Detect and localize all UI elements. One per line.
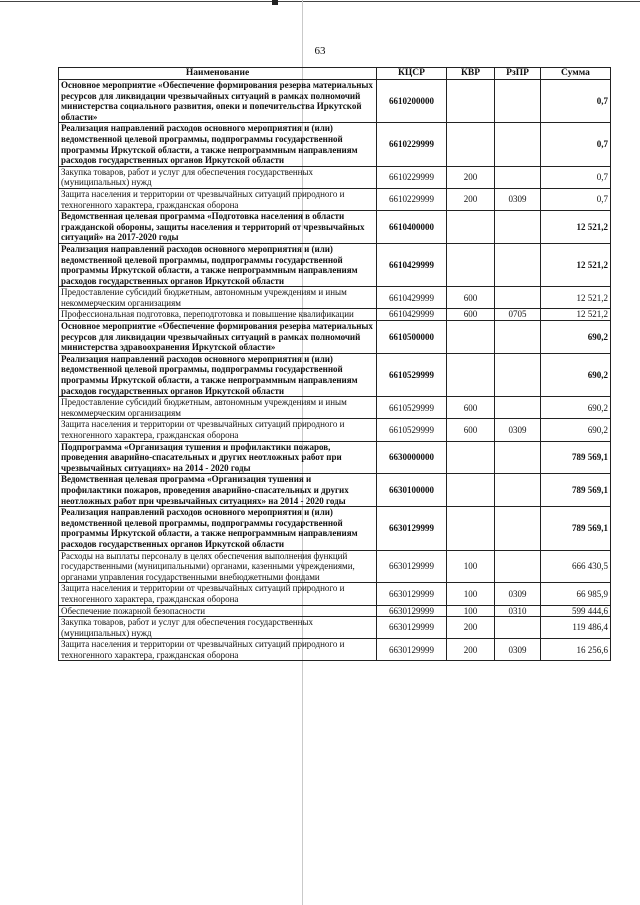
cell-sum: 0,7 — [541, 166, 611, 188]
cell-name: Защита населения и территории от чрезвычайных ситуаций природного и техногенного характера, гражданская оборона — [59, 639, 377, 661]
cell-kvr: 200 — [447, 617, 495, 639]
cell-rzpr — [495, 321, 541, 354]
cell-kvr: 200 — [447, 166, 495, 188]
cell-name: Предоставление субсидий бюджетным, автономным учреждениям и иным некоммерческим организациям — [59, 397, 377, 419]
cell-name: Ведомственная целевая программа «Подготовка населения в области гражданской обороны, защиты населения и территорий от чрезвычайных ситуаций» на 2017-2020 годы — [59, 211, 377, 244]
cell-name: Защита населения и территории от чрезвычайных ситуаций природного и техногенного характера, гражданская оборона — [59, 583, 377, 605]
cell-rzpr — [495, 166, 541, 188]
cell-kvr: 100 — [447, 550, 495, 583]
cell-name: Закупка товаров, работ и услуг для обеспечения государственных (муниципальных) нужд — [59, 617, 377, 639]
header-name: Наименование — [59, 68, 377, 80]
cell-kcsr: 6630129999 — [377, 617, 447, 639]
cell-rzpr: 0309 — [495, 639, 541, 661]
table-row — [59, 583, 611, 605]
cell-kcsr: 6610229999 — [377, 166, 447, 188]
cell-rzpr — [495, 211, 541, 244]
cell-rzpr — [495, 617, 541, 639]
cell-kvr — [447, 321, 495, 354]
table-row — [59, 550, 611, 583]
table-row — [59, 419, 611, 441]
cell-kcsr: 6630000000 — [377, 441, 447, 474]
cell-name: Реализация направлений расходов основного мероприятия и (или) ведомственной целевой программы, подпрограммы государственной программы Иркутской области, а также непрограммным направлениям расходов государственных органов Иркутской области — [59, 243, 377, 286]
cell-rzpr: 0309 — [495, 419, 541, 441]
cell-name: Реализация направлений расходов основного мероприятия и (или) ведомственной целевой программы, подпрограммы государственной программы Иркутской области, а также непрограммным направлениям расходов государственных органов Иркутской области — [59, 507, 377, 550]
table-row — [59, 321, 611, 354]
cell-kvr — [447, 80, 495, 123]
cell-kcsr: 6630129999 — [377, 507, 447, 550]
table-row — [59, 397, 611, 419]
cell-kcsr: 6610200000 — [377, 80, 447, 123]
table-row — [59, 309, 611, 321]
cell-kcsr: 6610229999 — [377, 123, 447, 166]
cell-kcsr: 6610500000 — [377, 321, 447, 354]
cell-sum: 666 430,5 — [541, 550, 611, 583]
cell-sum: 789 569,1 — [541, 441, 611, 474]
cell-kcsr: 6630129999 — [377, 639, 447, 661]
cell-name: Закупка товаров, работ и услуг для обеспечения государственных (муниципальных) нужд — [59, 166, 377, 188]
cell-name: Обеспечение пожарной безопасности — [59, 605, 377, 617]
cell-kcsr: 6630129999 — [377, 550, 447, 583]
cell-rzpr — [495, 123, 541, 166]
cell-name: Профессиональная подготовка, переподготовка и повышение квалификации — [59, 309, 377, 321]
cell-name: Расходы на выплаты персоналу в целях обеспечения выполнения функций государственными (муниципальными) органами, казенными учреждениями, органами управления государственными внебюджетными фондами — [59, 550, 377, 583]
cell-kvr — [447, 123, 495, 166]
cell-sum: 12 521,2 — [541, 211, 611, 244]
cell-sum: 12 521,2 — [541, 287, 611, 309]
cell-kcsr: 6630129999 — [377, 605, 447, 617]
cell-rzpr — [495, 474, 541, 507]
cell-kvr: 600 — [447, 419, 495, 441]
header-kcsr: КЦСР — [377, 68, 447, 80]
cell-name: Реализация направлений расходов основного мероприятия и (или) ведомственной целевой программы, подпрограммы государственной программы Иркутской области, а также непрограммным направлениям расходов государственных органов Иркутской области — [59, 123, 377, 166]
cell-rzpr: 0310 — [495, 605, 541, 617]
table-row — [59, 123, 611, 166]
cell-rzpr — [495, 287, 541, 309]
cell-rzpr — [495, 243, 541, 286]
cell-kcsr: 6610529999 — [377, 419, 447, 441]
cell-name: Основное мероприятие «Обеспечение формирования резерва материальных ресурсов для ликвидации чрезвычайных ситуаций в рамках полномочий министерства здравоохранения Иркутской области» — [59, 321, 377, 354]
cell-name: Предоставление субсидий бюджетным, автономным учреждениям и иным некоммерческим организациям — [59, 287, 377, 309]
cell-sum: 690,2 — [541, 397, 611, 419]
cell-sum: 16 256,6 — [541, 639, 611, 661]
cell-kvr: 600 — [447, 397, 495, 419]
cell-sum: 690,2 — [541, 321, 611, 354]
cell-rzpr — [495, 441, 541, 474]
cell-sum: 119 486,4 — [541, 617, 611, 639]
header-rzpr: РзПР — [495, 68, 541, 80]
cell-kcsr: 6610429999 — [377, 243, 447, 286]
table-header-row — [59, 68, 611, 80]
table-row — [59, 287, 611, 309]
table-body — [59, 80, 611, 661]
table-row — [59, 211, 611, 244]
table-row — [59, 166, 611, 188]
cell-rzpr — [495, 507, 541, 550]
cell-rzpr: 0705 — [495, 309, 541, 321]
cell-kvr: 200 — [447, 188, 495, 210]
cell-sum: 690,2 — [541, 353, 611, 396]
cell-rzpr: 0309 — [495, 188, 541, 210]
page-number: 63 — [314, 45, 326, 57]
cell-sum: 0,7 — [541, 188, 611, 210]
cell-kcsr: 6610229999 — [377, 188, 447, 210]
cell-kvr: 600 — [447, 287, 495, 309]
table-row — [59, 605, 611, 617]
cell-kvr — [447, 211, 495, 244]
cell-rzpr — [495, 80, 541, 123]
cell-kcsr: 6630129999 — [377, 583, 447, 605]
cell-kcsr: 6610429999 — [377, 287, 447, 309]
cell-kvr — [447, 474, 495, 507]
table-row — [59, 80, 611, 123]
cell-sum: 66 985,9 — [541, 583, 611, 605]
cell-sum: 690,2 — [541, 419, 611, 441]
cell-sum: 789 569,1 — [541, 507, 611, 550]
cell-name: Основное мероприятие «Обеспечение формирования резерва материальных ресурсов для ликвидации чрезвычайных ситуаций в рамках полномочий министерства социального развития, опеки и попечительства Иркутской области» — [59, 80, 377, 123]
cell-name: Защита населения и территории от чрезвычайных ситуаций природного и техногенного характера, гражданская оборона — [59, 419, 377, 441]
cell-sum: 0,7 — [541, 123, 611, 166]
cell-kvr — [447, 243, 495, 286]
cell-sum: 12 521,2 — [541, 309, 611, 321]
cell-name: Защита населения и территории от чрезвычайных ситуаций природного и техногенного характера, гражданская оборона — [59, 188, 377, 210]
cell-sum: 599 444,6 — [541, 605, 611, 617]
cell-kvr — [447, 353, 495, 396]
cell-sum: 789 569,1 — [541, 474, 611, 507]
budget-table — [58, 67, 611, 661]
scan-mark — [272, 0, 278, 5]
cell-name: Ведомственная целевая программа «Организация тушения и профилактики пожаров, проведения аварийно-спасательных и других неотложных работ при чрезвычайных ситуациях» на 2014 - 2020 годы — [59, 474, 377, 507]
cell-name: Реализация направлений расходов основного мероприятия и (или) ведомственной целевой программы, подпрограммы государственной программы Иркутской области, а также непрограммным направлениям расходов государственных органов Иркутской области — [59, 353, 377, 396]
table-row — [59, 507, 611, 550]
cell-kcsr: 6610400000 — [377, 211, 447, 244]
header-kvr: КВР — [447, 68, 495, 80]
cell-kcsr: 6630100000 — [377, 474, 447, 507]
header-sum: Сумма — [541, 68, 611, 80]
table-row — [59, 353, 611, 396]
cell-kvr — [447, 441, 495, 474]
table-row — [59, 441, 611, 474]
cell-rzpr — [495, 550, 541, 583]
cell-name: Подпрограмма «Организация тушения и профилактики пожаров, проведения аварийно-спасательных и других неотложных работ при чрезвычайных ситуациях» на 2014 - 2020 годы — [59, 441, 377, 474]
cell-sum: 12 521,2 — [541, 243, 611, 286]
cell-kcsr: 6610529999 — [377, 353, 447, 396]
cell-rzpr: 0309 — [495, 583, 541, 605]
cell-rzpr — [495, 397, 541, 419]
table-row — [59, 474, 611, 507]
table-row — [59, 639, 611, 661]
cell-kcsr: 6610429999 — [377, 309, 447, 321]
cell-sum: 0,7 — [541, 80, 611, 123]
cell-kvr: 600 — [447, 309, 495, 321]
cell-rzpr — [495, 353, 541, 396]
cell-kvr: 100 — [447, 605, 495, 617]
cell-kvr: 100 — [447, 583, 495, 605]
cell-kcsr: 6610529999 — [377, 397, 447, 419]
cell-kvr: 200 — [447, 639, 495, 661]
table-row — [59, 617, 611, 639]
table-row — [59, 188, 611, 210]
scan-edge-line — [0, 1, 640, 2]
table-row — [59, 243, 611, 286]
cell-kvr — [447, 507, 495, 550]
